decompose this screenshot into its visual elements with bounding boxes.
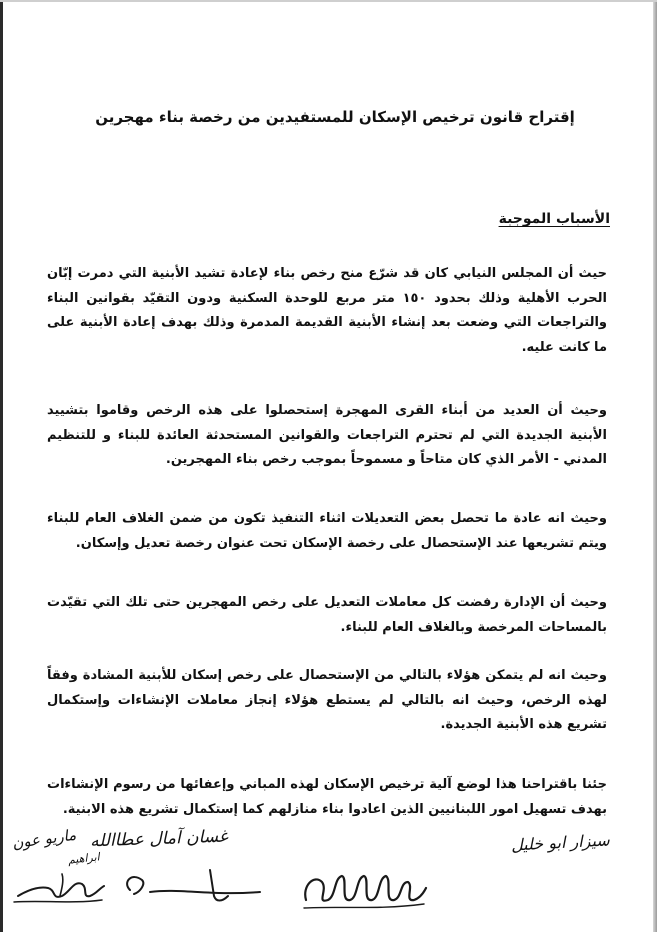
document-title: إقتراح قانون ترخيص الإسكان للمستفيدين من رخصة بناء مهجرين (95, 108, 575, 126)
paragraph-5: وحيث انه لم يتمكن هؤلاء بالتالي من الإستحصال على رخص إسكان للأبنية المشادة وفقاً لهذه الرخص، وحيث انه بالتالي لم يستطع هؤلاء إنجاز معاملات الإنشاءات وإستكمال تشريع هذه الأبنية الجديدة. (47, 668, 607, 732)
paragraph-6: جئنا باقتراحنا هذا لوضع آلية ترخيص الإسكان لهذه المباني وإعفائها من رسوم الإنشاءات بهدف تسهيل امور اللبنانيين الذين اعادوا بناء منازلهم كما إستكمال تشريع هذه الابنية. (47, 777, 607, 817)
scan-border-top (0, 0, 657, 2)
signature-2-scribble (110, 862, 270, 912)
paragraph-3: وحيث انه عادة ما تحصل بعض التعديلات اثناء التنفيذ تكون من ضمن الغلاف العام للبناء ويتم تشريعها عند الإستحصال على رخصة الإسكان تحت عنوان رخصة تعديل وإسكان. (47, 511, 607, 551)
signature-1-name: سيزار ابو خليل (510, 830, 611, 855)
paragraph-1: حيث أن المجلس النيابي كان قد شرّع منح رخص بناء لإعادة تشيد الأبنية التي دمرت إبّان الحرب الأهلية وذلك بحدود ١٥٠ متر مربع للوحدة السكنية ودون التقيّد بقوانين البناء والتراجعات التي وضعت بعد إنشاء الأبنية القديمة المدمرة وذلك بهدف إعادة الأبنية على ما كانت عليه. (47, 266, 608, 355)
scan-border-left (0, 0, 3, 932)
signature-3-name: ماريو عون (11, 825, 78, 853)
paragraph-4: وحيث أن الإدارة رفضت كل معاملات التعديل على رخص المهجرين حتى تلك التي تقيّدت بالمساحات المرخصة وبالغلاف العام للبناء. (47, 595, 607, 635)
signature-4-name: ابراهيم (67, 850, 101, 867)
signature-3-scribble (12, 866, 107, 911)
signature-1-scribble (300, 856, 430, 916)
paragraph-2: وحيث أن العديد من أبناء القرى المهجرة إستحصلوا على هذه الرخص وقاموا بتشييد الأبنية الجديدة التي لم تحترم التراجعات والقوانين المستحدثة العائدة للبناء و للتنظيم المدني - الأمر الذي كان متاحاً و مسموحاً بموجب رخص بناء المهجرين. (47, 403, 607, 467)
signature-block (10, 826, 630, 926)
section-heading: الأسباب الموجبة (498, 211, 610, 227)
scan-border-right (653, 0, 657, 932)
signature-2-name: غسان آمال عطاالله (89, 826, 229, 852)
